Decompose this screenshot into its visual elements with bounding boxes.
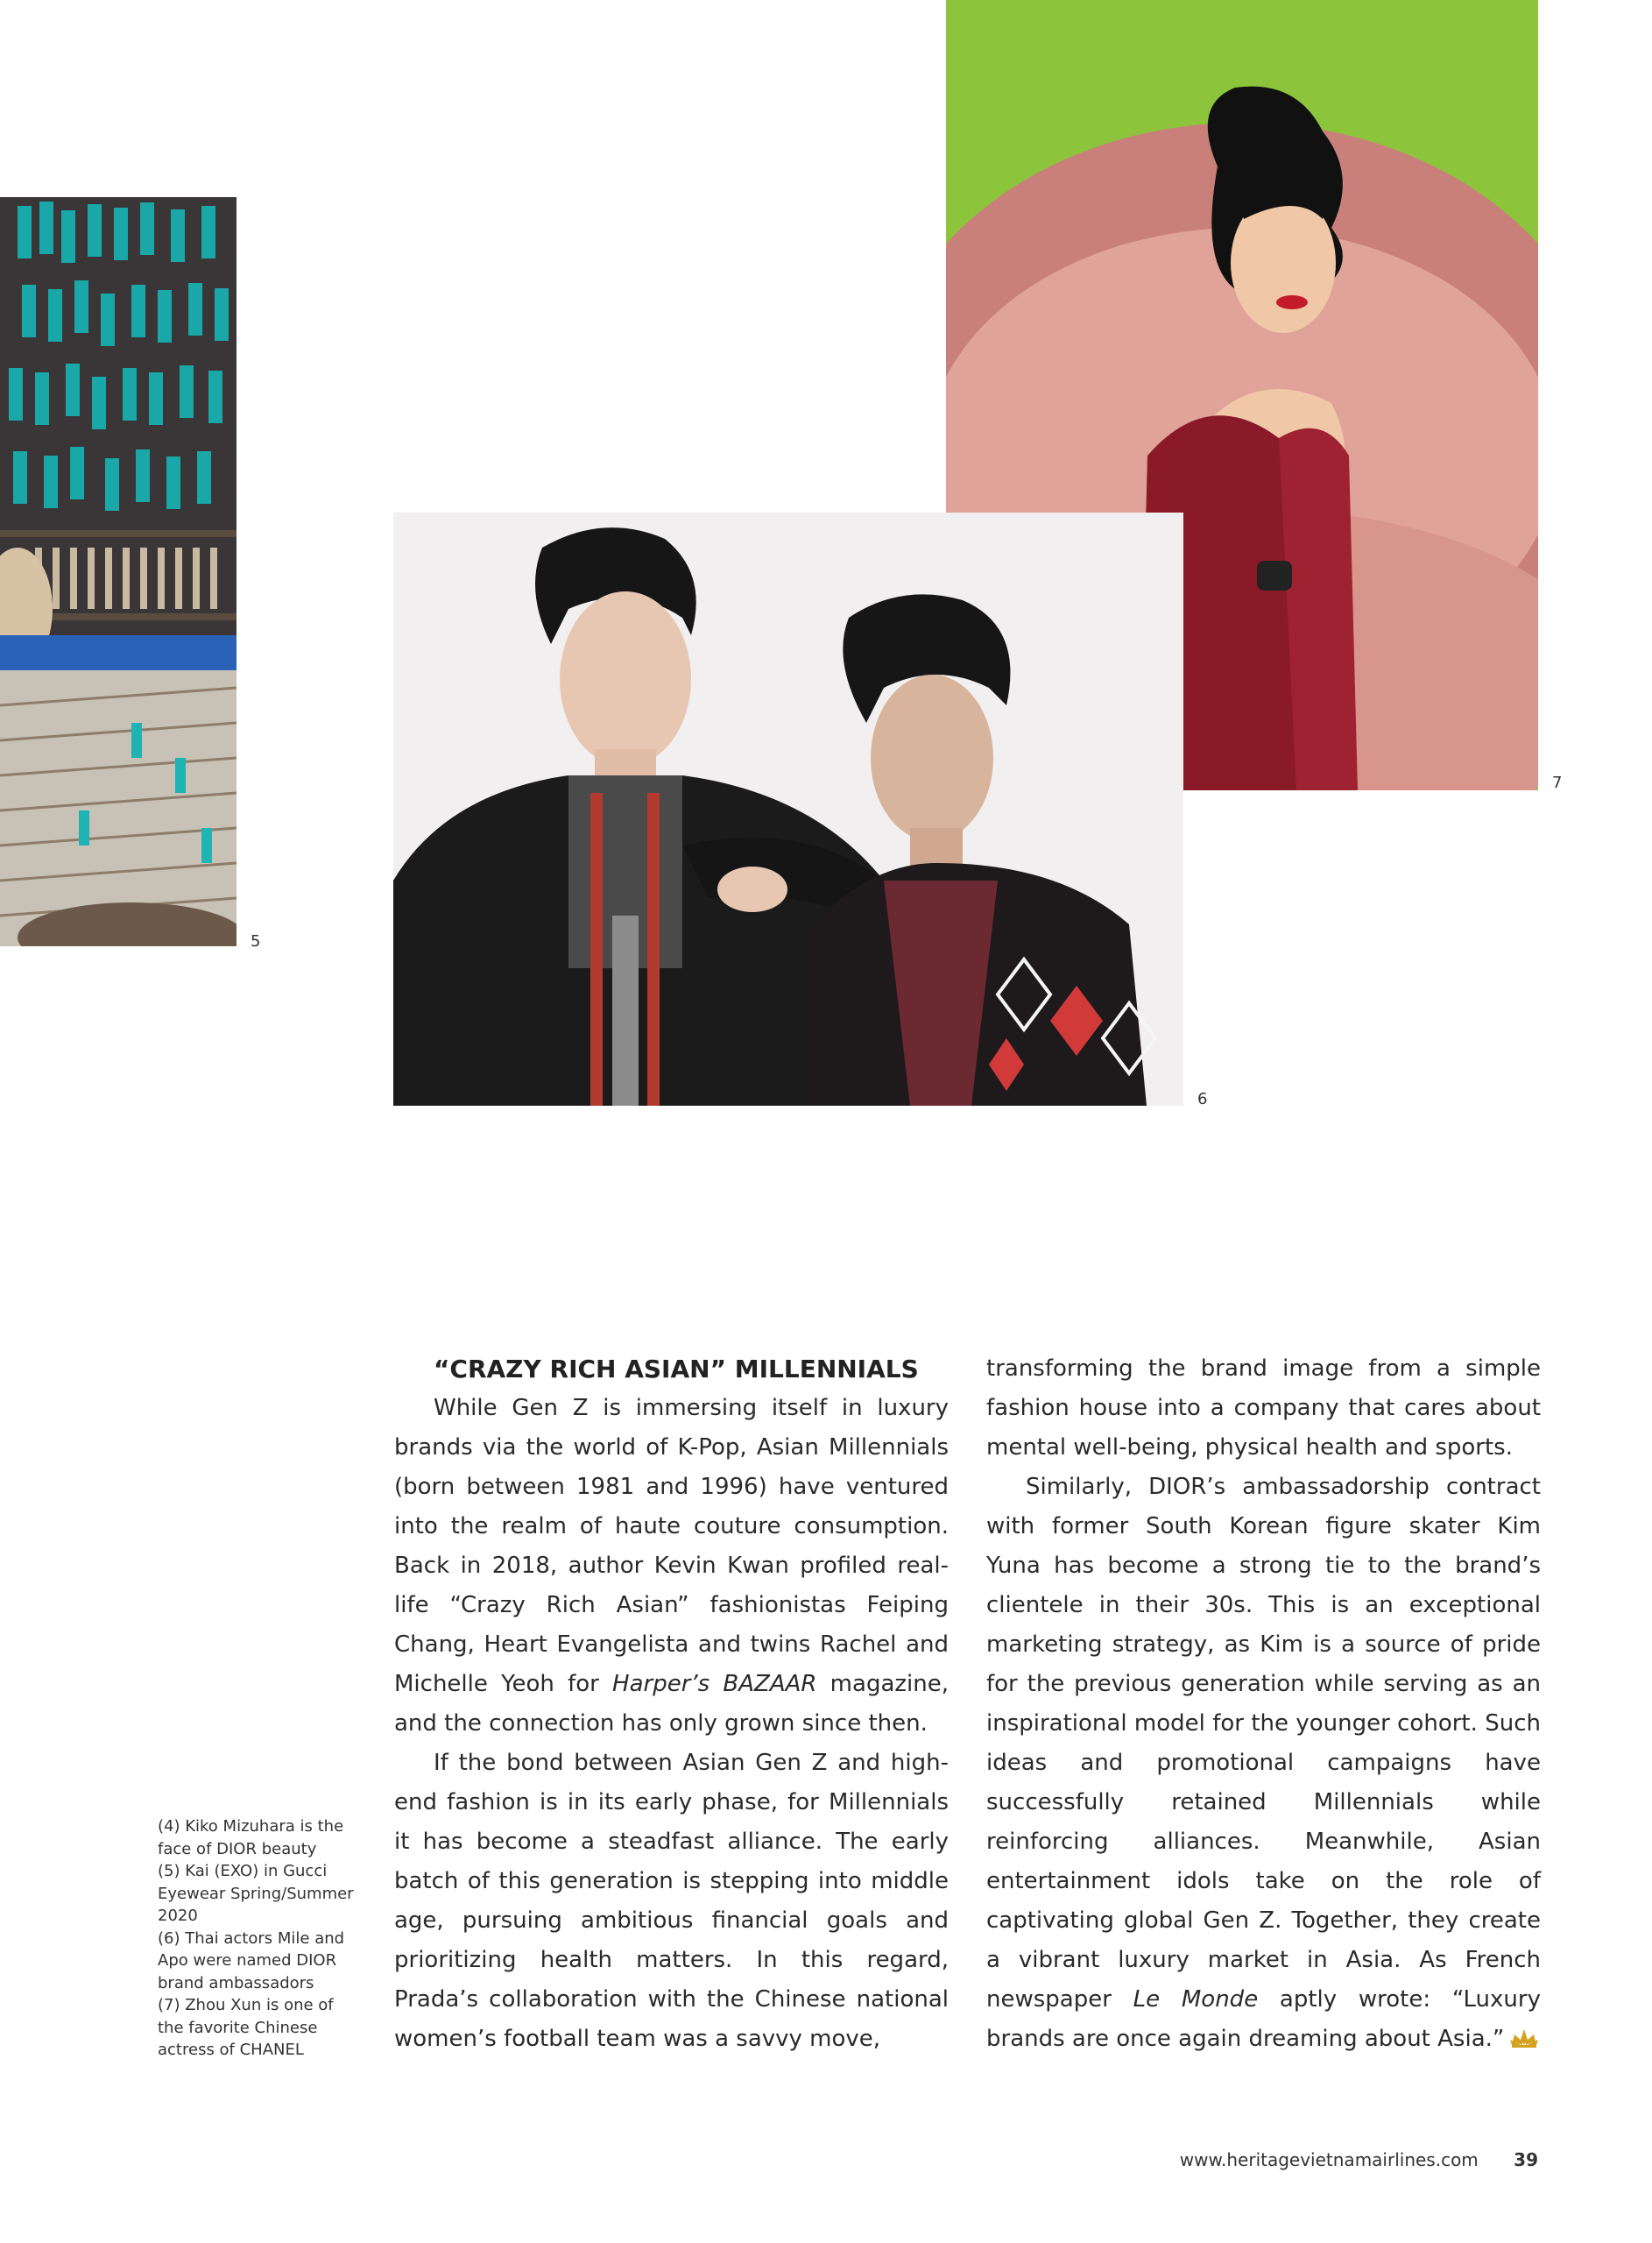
- article-column-left: [394, 1349, 949, 2059]
- page-number: 39: [1514, 2149, 1538, 2170]
- paragraph: If the bond between Asian Gen Z and high-end fashion is in its early phase, for Millennials it has become a steadfast alliance. The early batch of this generation is stepping into middle age, pursuing ambitious financial goals and prioritizing health matters. In this regard, Prada’s collaboration with the Chinese national women’s football team was a savvy move,: [394, 1750, 949, 2052]
- paragraph: transforming the brand image from a simple fashion house into a company that cares about mental well-being, physical health and sports.: [986, 1355, 1541, 1461]
- figure-number-6: 6: [1197, 1090, 1208, 1108]
- photo-captions: [158, 1815, 364, 2062]
- lotus-ornament-icon: [1509, 2027, 1539, 2048]
- section-heading: “CRAZY RICH ASIAN” MILLENNIALS: [434, 1355, 919, 1383]
- photo-record-store: [0, 197, 237, 946]
- website-link[interactable]: www.heritagevietnamairlines.com: [1179, 2149, 1479, 2170]
- paragraph: Similarly, DIOR’s ambassadorship contract with former South Korean figure skater Kim Yuna has become a strong tie to the brand’s clientele in their 30s. This is an exceptional marketing strategy, as Kim is a source of pride for the previous generation while serving as an inspirational model for the younger cohort. Such ideas and promotional campaigns have successfully retained Millennials while reinforcing alliances. Meanwhile, Asian entertainment idols take on the role of captivating global Gen Z. Together, they create a vibrant luxury market in Asia. As French newspaper Le Monde aptly wrote: “Luxury brands are once again dreaming about Asia.”: [986, 1474, 1541, 2052]
- caption-line: (7) Zhou Xun is one of the favorite Chinese actress of CHANEL: [158, 1996, 334, 2059]
- figure-number-7: 7: [1552, 774, 1563, 792]
- article-column-right: [986, 1349, 1541, 2059]
- page-footer: [1180, 2149, 1538, 2170]
- paragraph: While Gen Z is immersing itself in luxury brands via the world of K-Pop, Asian Millennials (born between 1981 and 1996) have ventured into the realm of haute couture consumption. Back in 2018, author Kevin Kwan profiled real-life “Crazy Rich Asian” fashionistas Feiping Chang, Heart Evangelista and twins Rachel and Michelle Yeoh for Harper’s BAZAAR magazine, and the connection has only grown since then.: [394, 1395, 949, 1737]
- caption-line: (6) Thai actors Mile and Apo were named DIOR brand ambassadors: [158, 1928, 345, 1992]
- caption-line: (4) Kiko Mizuhara is the face of DIOR beauty: [158, 1817, 344, 1858]
- caption-line: (5) Kai (EXO) in Gucci Eyewear Spring/Summer 2020: [158, 1862, 354, 1925]
- figure-number-5: 5: [251, 932, 261, 951]
- photo-two-actors: [393, 513, 1183, 1106]
